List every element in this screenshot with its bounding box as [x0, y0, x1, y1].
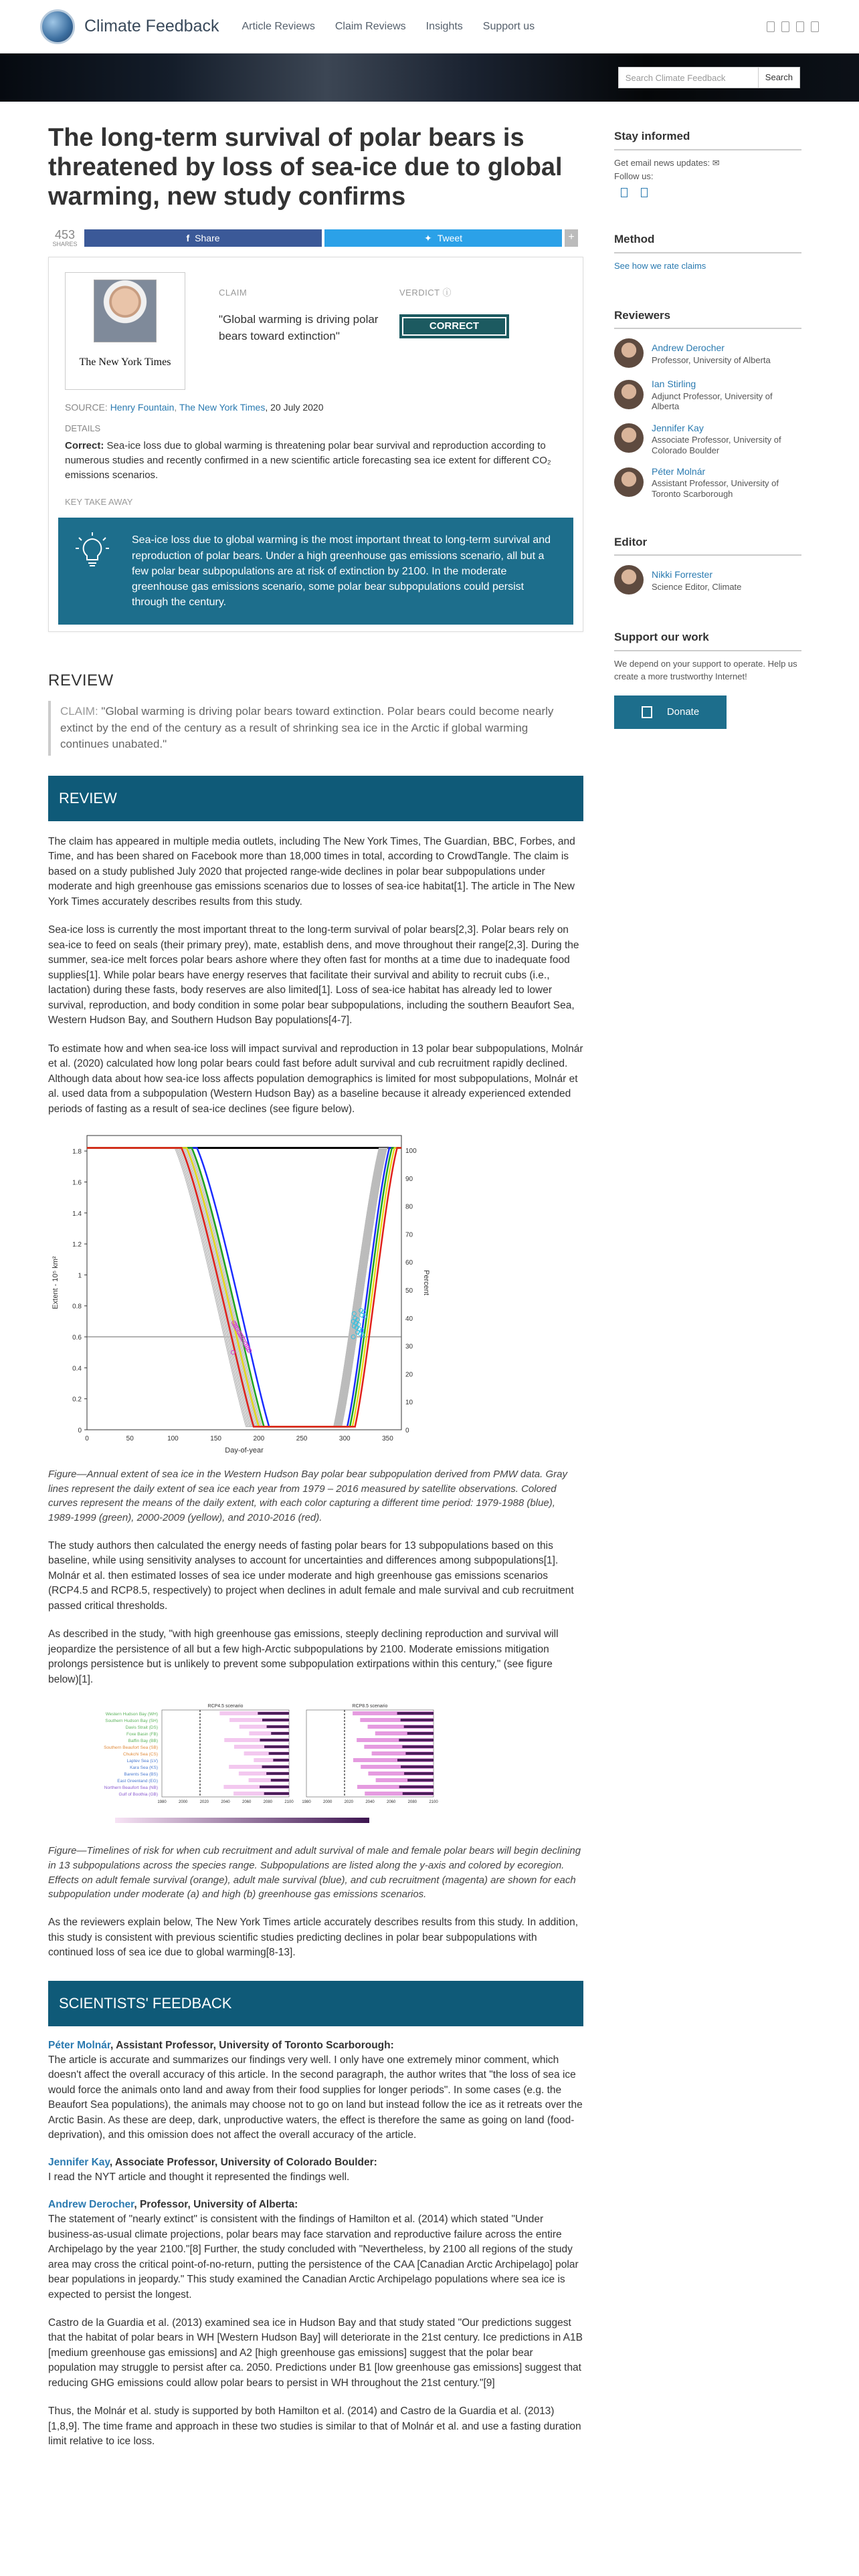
reviewer-stirling[interactable]	[614, 377, 801, 411]
year-tick-label: 2040	[221, 1800, 230, 1805]
avatar	[614, 380, 644, 409]
risk-timeline-figure	[48, 1701, 450, 1834]
editor-name[interactable]: Nikki Forrester	[652, 569, 713, 580]
review-heading: REVIEW	[48, 671, 114, 690]
feedback-derocher	[48, 2197, 583, 2450]
risk-bar-severe	[271, 1732, 289, 1735]
author-portrait	[65, 272, 185, 390]
paragraph-1: The claim has appeared in multiple media outlets, including The New York Times, The Guardian, BBC, Forbes, and Time, and has been shared on Facebook more than 18,000 times in total, according to CrowdTangle. The claim is based on a study published July 2020 that projected range-wide declines in polar bear subpopulations under moderate and high greenhouse gas emissions scenarios due to losses of sea-ice habitat[1]. The article in The New York Times accurately describes results from this study.	[48, 836, 575, 907]
y2-tick-label: 100	[405, 1147, 417, 1155]
y-axis-label: Extent - 10⁵ km²	[52, 1256, 60, 1309]
method-text	[614, 260, 801, 273]
feedback-kay	[48, 2155, 583, 2185]
source-label: SOURCE:	[65, 402, 108, 413]
risk-bar-severe	[404, 1725, 434, 1728]
support-text: We depend on your support to operate. Help us create a more trustworthy Internet!	[614, 658, 797, 681]
subpopulation-label: Chukchi Sea (CS)	[122, 1752, 158, 1757]
search-input[interactable]: Search Climate Feedback	[618, 67, 759, 88]
risk-bar-severe	[260, 1739, 289, 1741]
risk-bar-severe	[404, 1772, 434, 1775]
x-tick-label: 200	[253, 1434, 265, 1442]
y-tick-label: 1.8	[72, 1148, 82, 1156]
hero-banner	[0, 53, 859, 102]
subpopulation-label: Southern Beaufort Sea (SB)	[104, 1745, 158, 1751]
tweet-label: Tweet	[437, 233, 463, 244]
email-updates-label: Get email news updates:	[614, 157, 710, 168]
risk-bar-severe	[262, 1719, 289, 1721]
panel-title: RCP4.5 scenario	[207, 1704, 244, 1709]
reviewer-name[interactable]: Ian Stirling	[652, 379, 696, 390]
globe-logo-icon[interactable]	[40, 9, 75, 44]
nav-article-reviews[interactable]: Article Reviews	[242, 20, 315, 32]
editor-heading: Editor	[614, 534, 801, 556]
year-tick-label: 1980	[157, 1800, 167, 1805]
search-button[interactable]: Search	[759, 67, 800, 88]
email-icon[interactable]: ✉	[712, 157, 720, 168]
year-tick-label: 2040	[365, 1800, 375, 1805]
verdict-block	[399, 272, 509, 390]
derocher-role: , Professor, University of Alberta:	[134, 2198, 298, 2210]
brand-name[interactable]: Climate Feedback	[84, 17, 219, 36]
reviewer-kay[interactable]	[614, 421, 801, 455]
more-share-button[interactable]: +	[565, 229, 578, 247]
share-bar	[48, 229, 583, 247]
source-author-link[interactable]: Henry Fountain	[110, 402, 175, 413]
key-takeaway-label: KEY TAKE AWAY	[65, 496, 133, 507]
risk-bar-severe	[264, 1745, 289, 1748]
reviewer-role: Assistant Professor, University of Toronto Scarborough	[652, 478, 779, 500]
y2-tick-label: 30	[405, 1343, 413, 1351]
scientists-feedback-band: SCIENTISTS' FEEDBACK	[48, 1981, 583, 2026]
y2-tick-label: 80	[405, 1203, 413, 1211]
support-heading: Support our work	[614, 629, 801, 651]
review-band: REVIEW	[48, 776, 583, 821]
nav-insights[interactable]: Insights	[425, 20, 463, 32]
x-tick-label: 50	[126, 1434, 134, 1442]
risk-bar-severe	[407, 1779, 434, 1782]
year-tick-label: 2100	[284, 1800, 294, 1805]
derocher-link[interactable]: Andrew Derocher	[48, 2198, 134, 2210]
verdict-label-text: VERDICT	[399, 288, 440, 298]
panel-title: RCP8.5 scenario	[352, 1704, 388, 1709]
facebook-share-label: Share	[195, 233, 220, 244]
source-date: , 20 July 2020	[265, 402, 324, 413]
social-links	[767, 21, 819, 32]
y-tick-label: 0	[78, 1426, 82, 1434]
y2-tick-label: 20	[405, 1371, 413, 1379]
y-tick-label: 1.2	[72, 1241, 82, 1249]
reviewers-heading: Reviewers	[614, 308, 801, 330]
x-tick-label: 350	[382, 1434, 393, 1442]
subpopulation-label: Southern Hudson Bay (SH)	[105, 1719, 158, 1724]
paragraph-3: To estimate how and when sea-ice loss will impact survival and reproduction in 13 polar bear subpopulations, Molnár et al. (2020) calculated how long polar bears could fast before adult survival and cub recruitment rapidly declined. Although data about how sea-ice loss affects population demographics is limited for most subpopulations, Molnár et al. used data from a subpopulation (Western Hudson Bay) as a baseline because it already experienced extended periods of fasting as a result of sea-ice declines (see figure below).	[48, 1043, 583, 1115]
verdict-badge: CORRECT	[399, 314, 509, 338]
donate-icon	[642, 706, 652, 718]
legend-bar	[115, 1818, 369, 1823]
stay-informed-heading: Stay informed	[614, 128, 801, 150]
twitter-follow-icon[interactable]	[641, 188, 648, 197]
reviewer-name[interactable]: Andrew Derocher	[652, 342, 725, 354]
info-icon[interactable]: ⓘ	[442, 288, 452, 298]
feedback-molnar	[48, 2038, 583, 2143]
paragraph-4: The study authors then calculated the energy needs of fasting polar bears for 13 subpopulations based on this baseline, while using sensitivity analyses to account for uncertainties and differences among subpopulations[1]. Molnár et al. then estimated losses of sea ice under moderate and high greenhouse gas emissions scenarios (RCP4.5 and RCP8.5, respectively) to project when declines in adult female and male survival and cub recruitment passed critical thresholds.	[48, 1539, 574, 1612]
y-tick-label: 0.2	[72, 1396, 82, 1404]
y2-tick-label: 10	[405, 1399, 413, 1407]
correct-label: Correct:	[65, 440, 104, 452]
risk-bar-severe	[262, 1765, 289, 1768]
share-number: 453	[54, 228, 76, 242]
year-tick-label: 2080	[407, 1800, 417, 1805]
kay-role: , Associate Professor, University of Colorado Boulder:	[109, 2156, 377, 2168]
sidebar	[614, 102, 801, 2450]
figure-2-caption: Figure—Timelines of risk for when cub recruitment and adult survival of male and female polar bears will begin declining in 13 subpopulations across the species range. Subpopulations are listed along the y-axis and colored by ecoregion. Effects on adult female survival (orange), adult male survival (blue), and cub recruitment (magenta) are shown for each subpopulation under moderate (a) and high (b) greenhouse gas emissions scenarios.	[48, 1845, 581, 1901]
x-tick-label: 250	[296, 1434, 308, 1442]
year-tick-label: 2080	[263, 1800, 273, 1805]
reviewer-molnar[interactable]	[614, 465, 801, 499]
twitter-icon: ✦	[423, 233, 432, 244]
donate-button[interactable]	[614, 695, 727, 729]
y-tick-label: 0.8	[72, 1303, 82, 1311]
derocher-text-3: Thus, the Molnár et al. study is supported by both Hamilton et al. (2014) and Castro de la Guardia et al. (2013)[1,8,9]. The time frame and approach in these two studies is similar to that of Molnár et al. and use a fasting duration limit relative to ice loss.	[48, 2405, 581, 2448]
follow-icons	[614, 187, 801, 202]
y2-tick-label: 70	[405, 1231, 413, 1239]
reviewer-role: Professor, University of Alberta	[652, 354, 771, 365]
method-link[interactable]: See how we rate claims	[614, 260, 706, 271]
y-tick-label: 0.6	[72, 1334, 82, 1342]
email-updates-text	[614, 157, 801, 170]
risk-bar-severe	[271, 1779, 289, 1782]
reviewer-role: Associate Professor, University of Colorado Boulder	[652, 434, 781, 455]
subpopulation-label: Baffin Bay (BB)	[128, 1739, 158, 1744]
y-tick-label: 1.4	[72, 1210, 82, 1218]
y2-tick-label: 60	[405, 1259, 413, 1267]
facebook-share-button[interactable]	[84, 229, 322, 247]
facebook-icon: f	[186, 233, 190, 244]
molnar-link[interactable]: Péter Molnár	[48, 2039, 111, 2051]
risk-bar-severe	[267, 1725, 289, 1728]
paragraph-6: As the reviewers explain below, The New York Times article accurately describes results from this study. In addition, this study is consistent with previous scientific studies predicting declines in polar bear subpopulations with continued loss of sea ice due to global warming[8-13].	[48, 1917, 579, 1959]
reviewer-name[interactable]: Jennifer Kay	[652, 422, 704, 433]
main-content	[48, 102, 583, 2450]
y2-axis-label: Percent	[422, 1270, 430, 1295]
year-tick-label: 1980	[302, 1800, 311, 1805]
subpopulation-label: Northern Beaufort Sea (NB)	[104, 1786, 158, 1791]
y-tick-label: 0.4	[72, 1365, 82, 1373]
follow-us-text: Follow us:	[614, 171, 654, 182]
reviewer-role: Adjunct Professor, University of Alberta	[652, 391, 773, 412]
risk-bar-severe	[403, 1792, 434, 1795]
risk-bar-severe	[407, 1732, 434, 1735]
subpopulation-label: Western Hudson Bay (WH)	[105, 1712, 158, 1717]
risk-bar-severe	[397, 1712, 434, 1715]
full-claim-text: "Global warming is driving polar bears toward extinction. Polar bears could become nearly extinct by the end of the century as a result of shrinking sea ice in the Arctic if global warming continues unabated."	[60, 705, 554, 751]
donate-label: Donate	[666, 706, 700, 718]
subpopulation-label: Davis Strait (DS)	[125, 1725, 158, 1731]
year-tick-label: 2020	[199, 1800, 209, 1805]
method-heading: Method	[614, 231, 801, 253]
publication-logo: The New York Times	[79, 356, 171, 368]
details-label: DETAILS	[65, 423, 101, 433]
x-tick-label: 0	[85, 1434, 89, 1442]
derocher-text-2: Castro de la Guardia et al. (2013) examined sea ice in Hudson Bay and that study stated "Our predictions suggest that the habitat of polar bears in WH [Western Hudson Bay] will deteriorate in the 21st century. Ice predictions in A1B [medium greenhouse gas emissions] and A2 [high greenhouse gas emissions] suggest that the polar bear population may struggle to persist after ca. 2050. Predictions under B1 [low greenhouse gas emissions] suggest that reducing GHG emissions could allow polar bears to persist in WH throughout the 21st century."[9]	[48, 2317, 583, 2389]
kay-link[interactable]: Jennifer Kay	[48, 2156, 110, 2168]
paragraph-5: As described in the study, "with high greenhouse gas emissions, steeply declining reproduction and survival will jeopardize the persistence of all but a few high-Arctic subpopulations by 2100. Moderate emissions mitigation prolongs persistence but is unlikely to prevent some subpopulation extirpations within this century," (see figure below)[1].	[48, 1628, 559, 1685]
full-claim-label: CLAIM:	[60, 705, 98, 718]
risk-bar-severe	[269, 1752, 289, 1755]
claim-block	[219, 272, 386, 390]
twitter-share-button[interactable]	[324, 229, 562, 247]
verdict-label	[399, 287, 509, 300]
year-tick-label: 2100	[429, 1800, 438, 1805]
kay-text: I read the NYT article and thought it represented the findings well.	[48, 2171, 350, 2183]
correct-text: Sea-ice loss due to global warming is threatening polar bear survival and reproduction according to numerous studies and recently confirmed in a new scientific article forecasting sea ice extent for different CO₂ emissions scenarios.	[65, 440, 551, 481]
full-claim-quote	[48, 701, 583, 756]
risk-bar-severe	[258, 1712, 289, 1715]
paragraph-2: Sea-ice loss is currently the most important threat to the long-term survival of polar bears[2,3]. Polar bears rely on sea-ice to feed on seals (their primary prey), mate, establish dens, and move throughout their range[2,3]. During the summer, sea-ice melt forces polar bears ashore where they often fast for months at a time due to inadequate food supplies[1]. While polar bears have energy reserves that facilitate their survival and ability to recruit cubs (i.e., lactation) during these fasts, body reserves are also limited[1]. Loss of sea-ice habitat has already led to lower survival, reproduction, and body condition in some polar bear subpopulations, including the southern Beaufort Sea, Western Hudson Bay, and Southern Hudson Bay populations[4-7].	[48, 924, 579, 1027]
y2-tick-label: 50	[405, 1287, 413, 1295]
risk-bar-severe	[266, 1772, 289, 1775]
x-axis-label: Day-of-year	[225, 1446, 264, 1455]
risk-bar-severe	[264, 1792, 289, 1795]
subpopulation-label: Laptev Sea (LV)	[126, 1759, 158, 1764]
risk-bar-severe	[260, 1786, 289, 1788]
year-tick-label: 2060	[242, 1800, 252, 1805]
year-tick-label: 2020	[344, 1800, 354, 1805]
subpopulation-label: Barents Sea (BS)	[124, 1772, 158, 1778]
risk-bar-severe	[401, 1765, 434, 1768]
risk-bar-severe	[405, 1752, 434, 1755]
x-tick-label: 300	[339, 1434, 351, 1442]
share-count	[48, 229, 82, 247]
risk-bar-severe	[273, 1759, 289, 1761]
risk-bar-severe	[402, 1745, 434, 1748]
subpopulation-label: Foxe Basin (FB)	[126, 1732, 158, 1737]
source-line: SOURCE: Henry Fountain, The New York Times, 20 July 2020	[65, 402, 324, 413]
nav-support-us[interactable]: Support us	[482, 20, 535, 32]
nav-claim-reviews[interactable]: Claim Reviews	[335, 20, 406, 32]
avatar	[614, 338, 644, 368]
molnar-text: The article is accurate and summarizes our findings very well. I only have one extremely minor comment, which doesn't affect the overall accuracy of this article. In the second paragraph, the author writes that "the loss of sea ice would force the animals onto land and away from their food supplies for longer periods". In some cases (e.g. the Beaufort Sea populations), the animals may choose not to go on land but instead follow the ice as it retreats over the Arctic Basin. As these are deep, dark, unproductive waters, the effect is therefore the same as going on land (food-deprivation), and this omission does not affect the overall accuracy of the article.	[48, 2054, 583, 2141]
subpopulation-label: Kara Sea (KS)	[130, 1765, 158, 1771]
rss-icon[interactable]	[811, 21, 819, 32]
article-title: The long-term survival of polar bears is threatened by loss of sea-ice due to global warming, new study confirms	[48, 124, 563, 211]
risk-bar-severe	[397, 1759, 434, 1761]
x-tick-label: 150	[210, 1434, 221, 1442]
key-takeaway-box	[58, 518, 573, 625]
sea-ice-extent-figure	[48, 1130, 450, 1458]
y-tick-label: 1.6	[72, 1179, 82, 1187]
year-tick-label: 2000	[178, 1800, 188, 1805]
avatar	[614, 467, 644, 497]
subpopulation-label: East Greenland (EG)	[117, 1779, 158, 1784]
y2-tick-label: 0	[405, 1426, 409, 1434]
twitter-icon[interactable]	[781, 21, 789, 32]
editor-forrester[interactable]	[614, 565, 801, 595]
derocher-text: The statement of "nearly extinct" is consistent with the findings of Hamilton et al. (2014) which stated "Under business-as-usual climate projections, polar bears may face starvation and reproductive failure across the entire Archipelago by the year 2100."[8] Further, the study concluded with "Nevertheless, by 2100 all regions of the study area may cross the critical point-of-no-return, putting the persistence of the CAA [Canadian Arctic Archipelago] polar bear populations in jeopardy." This study examined the Canadian Arctic Archipelago populations where sea ice is expected to persist the longest.	[48, 2214, 579, 2300]
year-tick-label: 2000	[322, 1800, 332, 1805]
claim-text: "Global warming is driving polar bears toward extinction"	[219, 313, 379, 342]
y2-tick-label: 40	[405, 1315, 413, 1323]
key-takeaway-text: Sea-ice loss due to global warming is the most important threat to long-term survival and reproduction of polar bears. Under a high greenhouse gas emissions scenario, all but a few polar bear subpopulations are at risk of extinction by 2100. In the moderate greenhouse gas emissions scenario, some polar bear subpopulations could persist through the century.	[132, 534, 551, 609]
y-tick-label: 1	[78, 1272, 82, 1280]
reviewer-name[interactable]: Péter Molnár	[652, 466, 706, 477]
verdict-details	[49, 435, 583, 482]
x-tick-label: 100	[167, 1434, 179, 1442]
avatar	[614, 423, 644, 453]
facebook-icon[interactable]	[767, 21, 775, 32]
molnar-role: , Assistant Professor, University of Toronto Scarborough:	[110, 2039, 394, 2051]
editor-role: Science Editor, Climate	[652, 581, 742, 592]
source-publication-link[interactable]: The New York Times	[179, 402, 266, 413]
risk-bar-severe	[401, 1719, 434, 1721]
author-photo	[94, 280, 157, 342]
claim-card	[48, 257, 583, 632]
y2-tick-label: 90	[405, 1175, 413, 1183]
shares-label: SHARES	[52, 240, 78, 247]
linkedin-icon[interactable]	[796, 21, 804, 32]
subpopulation-label: Gulf of Boothia (GB)	[118, 1792, 158, 1798]
top-navbar	[0, 0, 859, 53]
reviewer-derocher[interactable]	[614, 338, 801, 368]
facebook-follow-icon[interactable]	[621, 188, 628, 197]
claim-label: CLAIM	[219, 288, 248, 298]
lightbulb-icon	[76, 532, 109, 568]
year-tick-label: 2060	[386, 1800, 396, 1805]
figure-1-caption: Figure—Annual extent of sea ice in the Western Hudson Bay polar bear subpopulation derived from PMW data. Gray lines represent the daily extent of sea ice each year from 1979 – 2016 measured by satellite observations. Colored curves represent the means of the daily extent, with each color capturing a different time period: 1979-1988 (blue), 1989-1999 (green), 2000-2009 (yellow), and 2010-2016 (red).	[48, 1468, 567, 1524]
risk-bar-severe	[399, 1786, 434, 1788]
avatar	[614, 565, 644, 595]
risk-bar-severe	[399, 1739, 434, 1741]
